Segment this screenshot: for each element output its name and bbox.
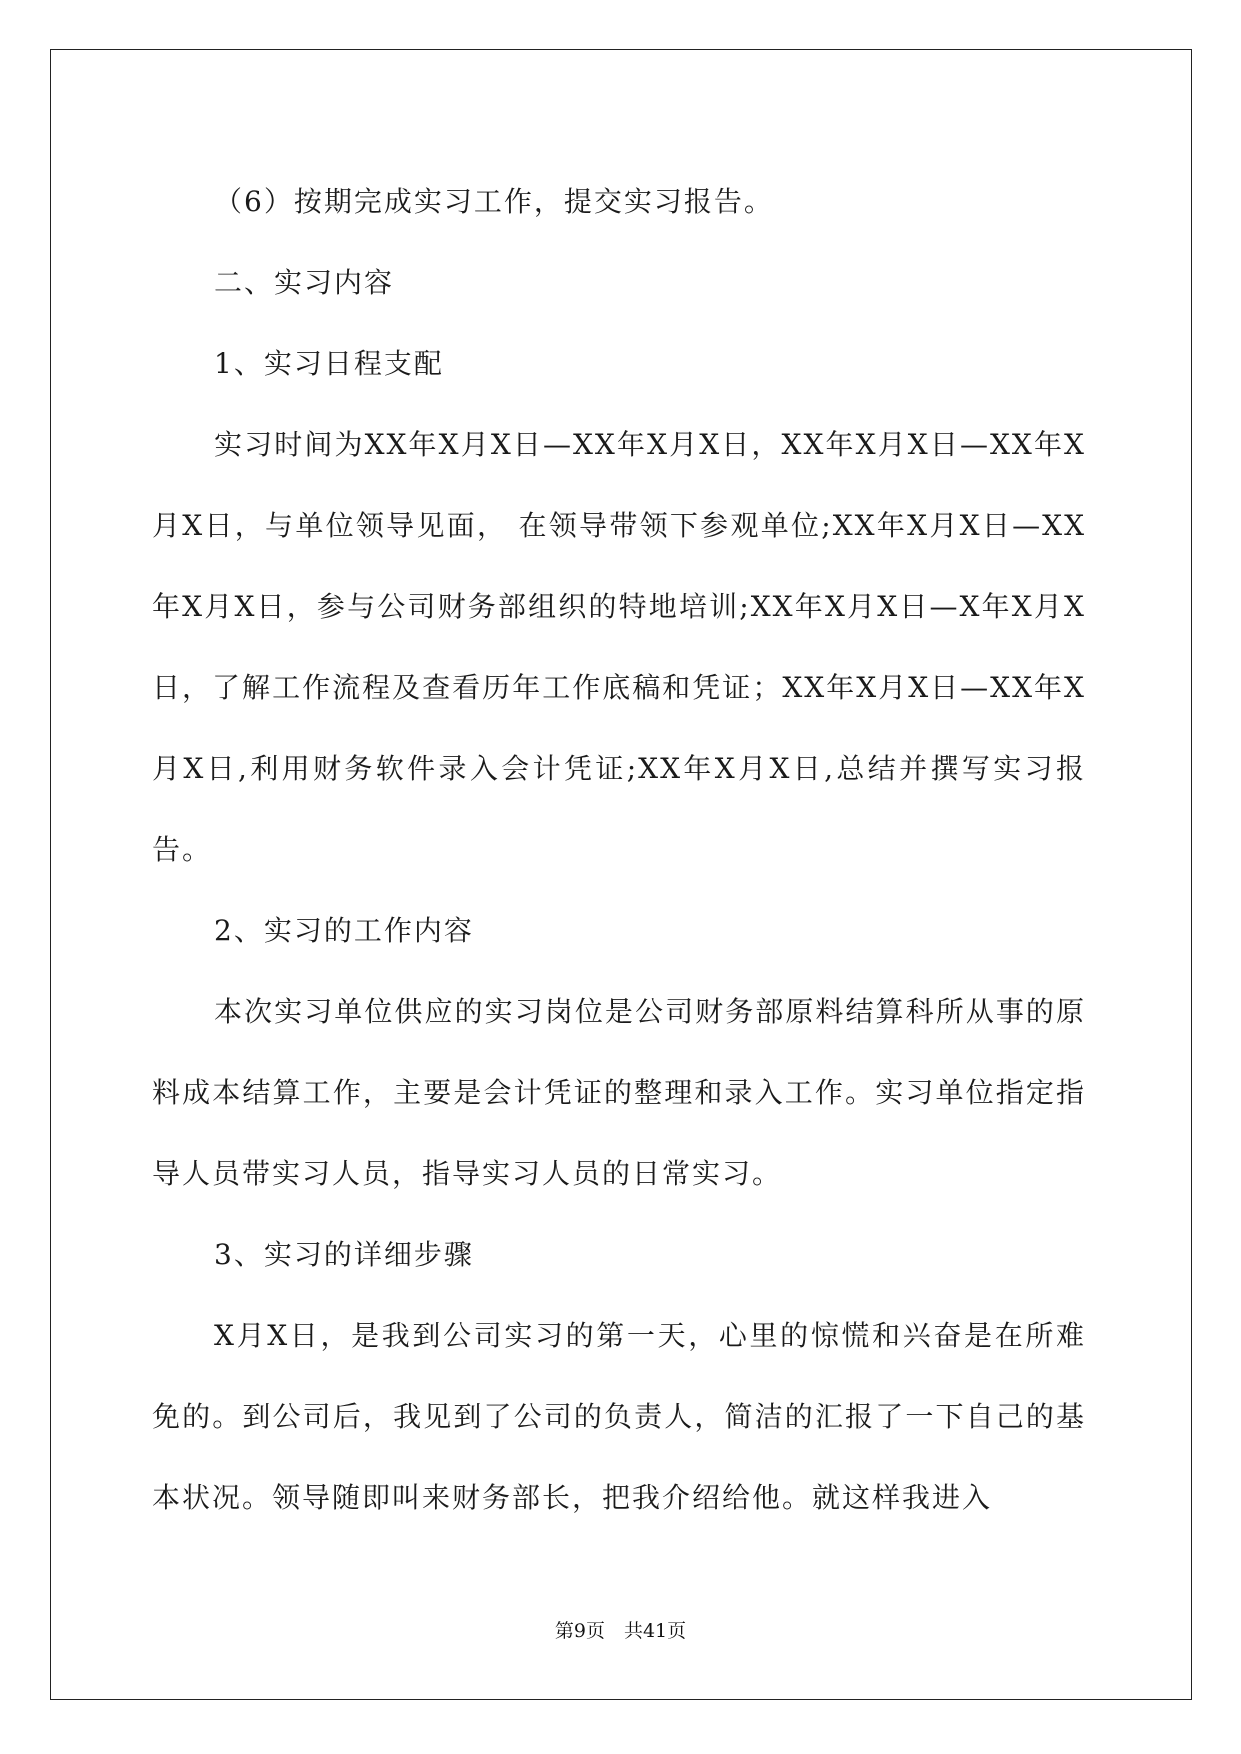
paragraph-steps: X月X日，是我到公司实习的第一天，心里的惊慌和兴奋是在所难免的。到公司后，我见到了公司的负责人，简洁的汇报了一下自己的基本状况。领导随即叫来财务部长，把我介绍给他。就这样我进入 [152,1319,1086,1514]
subheading-work-content: 2、实习的工作内容 [214,914,474,947]
document-body [152,161,1086,1538]
paragraph-schedule: 实习时间为XX年X月X日—XX年X月X日，XX年X月X日—XX年X月X日，与单位领导见面， 在领导带领下参观单位;XX年X月X日—XX年X月X日，参与公司财务部组织的特地培训;XX年X月X日—X年X月X日，了解工作流程及查看历年工作底稿和凭证；XX年X月X日—XX年X月X日,利用财务软件录入会计凭证;XX年X月X日,总结并撰写实习报告。 [152,428,1086,866]
paragraph-work-content: 本次实习单位供应的实习岗位是公司财务部原料结算科所从事的原料成本结算工作，主要是会计凭证的整理和录入工作。实习单位指定指导人员带实习人员，指导实习人员的日常实习。 [152,995,1086,1190]
page-number: 第9页 共41页 [554,1620,687,1642]
subheading-schedule: 1、实习日程支配 [214,347,444,380]
section-heading-content: 二、实习内容 [214,266,395,299]
paragraph-task-6: （6）按期完成实习工作，提交实习报告。 [214,185,774,218]
subheading-steps: 3、实习的详细步骤 [214,1238,474,1271]
